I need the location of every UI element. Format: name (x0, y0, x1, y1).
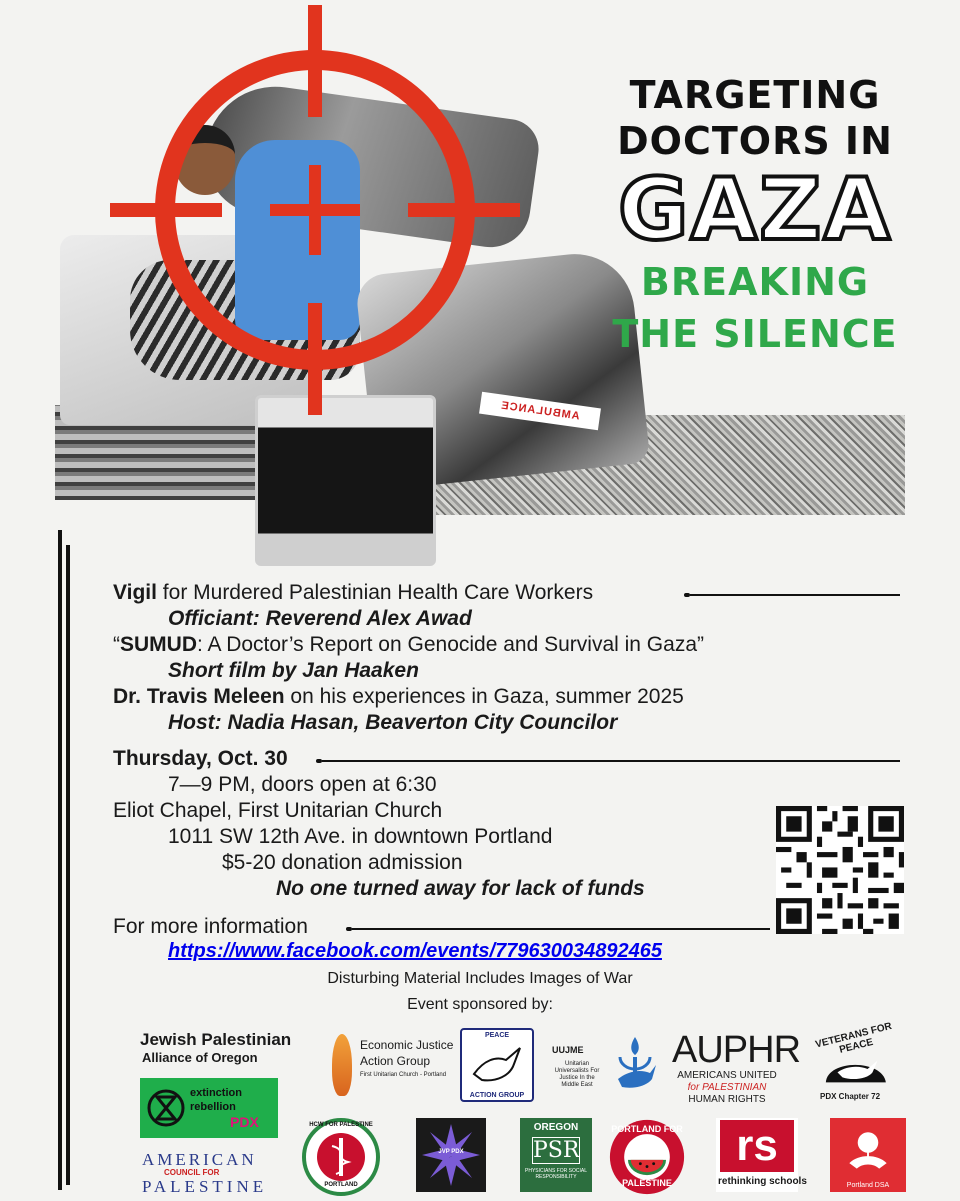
divider-vigil (690, 594, 900, 596)
auphr-line-3: HUMAN RIGHTS (688, 1094, 766, 1105)
divider-date (322, 760, 900, 762)
left-rule-1 (58, 530, 62, 1190)
ambulance-label: AMBULANCE (479, 392, 601, 430)
rs-mark: rs (720, 1120, 794, 1172)
vfp-name: VETERANS FOR PEACE (814, 1020, 894, 1056)
ejag-line-1: Economic Justice (360, 1038, 454, 1052)
extinction-rebellion-logo (140, 1078, 278, 1138)
warning-note: Disturbing Material Includes Images of War (327, 970, 633, 987)
subtitle-line-2: THE SILENCE (612, 312, 898, 356)
qr-code-icon[interactable] (776, 806, 904, 934)
vfp-logo (800, 1020, 910, 1110)
auphr-logo (672, 1029, 801, 1106)
event-admission: $5-20 donation admission (222, 851, 463, 874)
event-time: 7—9 PM, doors open at 6:30 (168, 773, 437, 796)
auphr-name: AUPHR (672, 1029, 801, 1071)
officiant-line: Officiant: Reverend Alex Awad (168, 607, 472, 630)
psr-desc: PHYSICIANS FOR SOCIAL RESPONSIBILITY (525, 1168, 587, 1180)
title-line-1: TARGETING (629, 73, 881, 117)
sponsored-by-label: Event sponsored by: (407, 996, 553, 1013)
flyer-title (570, 72, 940, 360)
flame-icon (332, 1034, 352, 1096)
rethinking-schools-logo (716, 1118, 807, 1192)
peace-logo-bottom: ACTION GROUP (469, 1092, 525, 1099)
star-flower-icon (416, 1118, 486, 1192)
speaker-line: Dr. Travis Meleen on his experiences in Gaza, summer 2025 (113, 685, 684, 708)
uujme-name: UUJME (552, 1045, 584, 1055)
dsa-name: Portland DSA (846, 1182, 890, 1189)
auphr-line-2: for PALESTINIAN (687, 1082, 767, 1093)
hcw-name: HCW FOR PALESTINE (309, 1122, 373, 1128)
peace-logo-top: PEACE (484, 1032, 510, 1039)
jpa-logo-line-2: Alliance of Oregon (142, 1050, 258, 1065)
crosshair-icon (110, 5, 520, 415)
film-credit-line: Short film by Jan Haaken (168, 659, 419, 682)
vigil-line: Vigil for Murdered Palestinian Health Care Workers (113, 581, 594, 604)
subtitle-line-1: BREAKING (640, 260, 870, 304)
hcw-palestine-logo (302, 1118, 380, 1192)
pfp-bottom: PALESTINE (622, 1178, 672, 1188)
event-note: No one turned away for lack of funds (276, 877, 645, 900)
event-venue: Eliot Chapel, First Unitarian Church (113, 799, 443, 822)
oregon-psr-logo (520, 1118, 592, 1192)
rose-handshake-icon (830, 1122, 906, 1178)
title-gaza: GAZA (617, 160, 893, 260)
rs-name: rethinking schools (718, 1176, 807, 1187)
psr-top: OREGON (533, 1122, 579, 1133)
jpa-logo-line-1: Jewish Palestinian (140, 1030, 292, 1049)
event-address: 1011 SW 12th Ave. in downtown Portland (168, 825, 553, 848)
overturned-crate (255, 395, 436, 566)
film-line: “SUMUD: A Doctor’s Report on Genocide and Survival in Gaza” (113, 633, 704, 656)
host-line: Host: Nadia Hasan, Beaverton City Councilor (168, 711, 618, 734)
uujme-desc: Unitarian Universalists For Justice In the Middle East (554, 1061, 600, 1088)
xr-text: extinction rebellion (190, 1087, 242, 1113)
pfp-top: PORTLAND FOR (611, 1124, 683, 1134)
ejag-logo (328, 1030, 458, 1105)
xr-city: PDX (230, 1114, 259, 1130)
jvp-logo (416, 1118, 486, 1192)
jvp-name: JVP PDX (438, 1149, 464, 1155)
auphr-line-1: AMERICANS UNITED (677, 1070, 777, 1081)
divider-info (352, 928, 770, 930)
acp-line-3: PALESTINE (142, 1177, 268, 1196)
hourglass-icon (146, 1088, 186, 1128)
uujme-logo (552, 1035, 662, 1110)
helmet-dove-icon (800, 1044, 910, 1094)
vfp-chapter: PDX Chapter 72 (820, 1092, 881, 1101)
title-line-2: DOCTORS IN (617, 119, 893, 163)
ejag-line-3: First Unitarian Church - Portland (360, 1072, 447, 1078)
acp-line-1: AMERICAN (142, 1150, 257, 1169)
portland-dsa-logo (830, 1118, 906, 1192)
chalice-dove-icon (610, 1035, 660, 1105)
acp-line-2: COUNCIL FOR (164, 1168, 220, 1177)
dove-icon (462, 1030, 532, 1100)
facebook-event-link[interactable]: https://www.facebook.com/events/779630034892465 (168, 940, 662, 962)
peace-action-group-logo (460, 1028, 534, 1102)
left-rule-2 (66, 545, 70, 1185)
hcw-city: PORTLAND (324, 1182, 358, 1188)
ejag-line-2: Action Group (360, 1054, 431, 1068)
info-label: For more information (113, 915, 308, 938)
psr-mark: PSR (533, 1138, 580, 1163)
event-date: Thursday, Oct. 30 (113, 747, 288, 770)
portland-for-palestine-logo (606, 1118, 688, 1192)
